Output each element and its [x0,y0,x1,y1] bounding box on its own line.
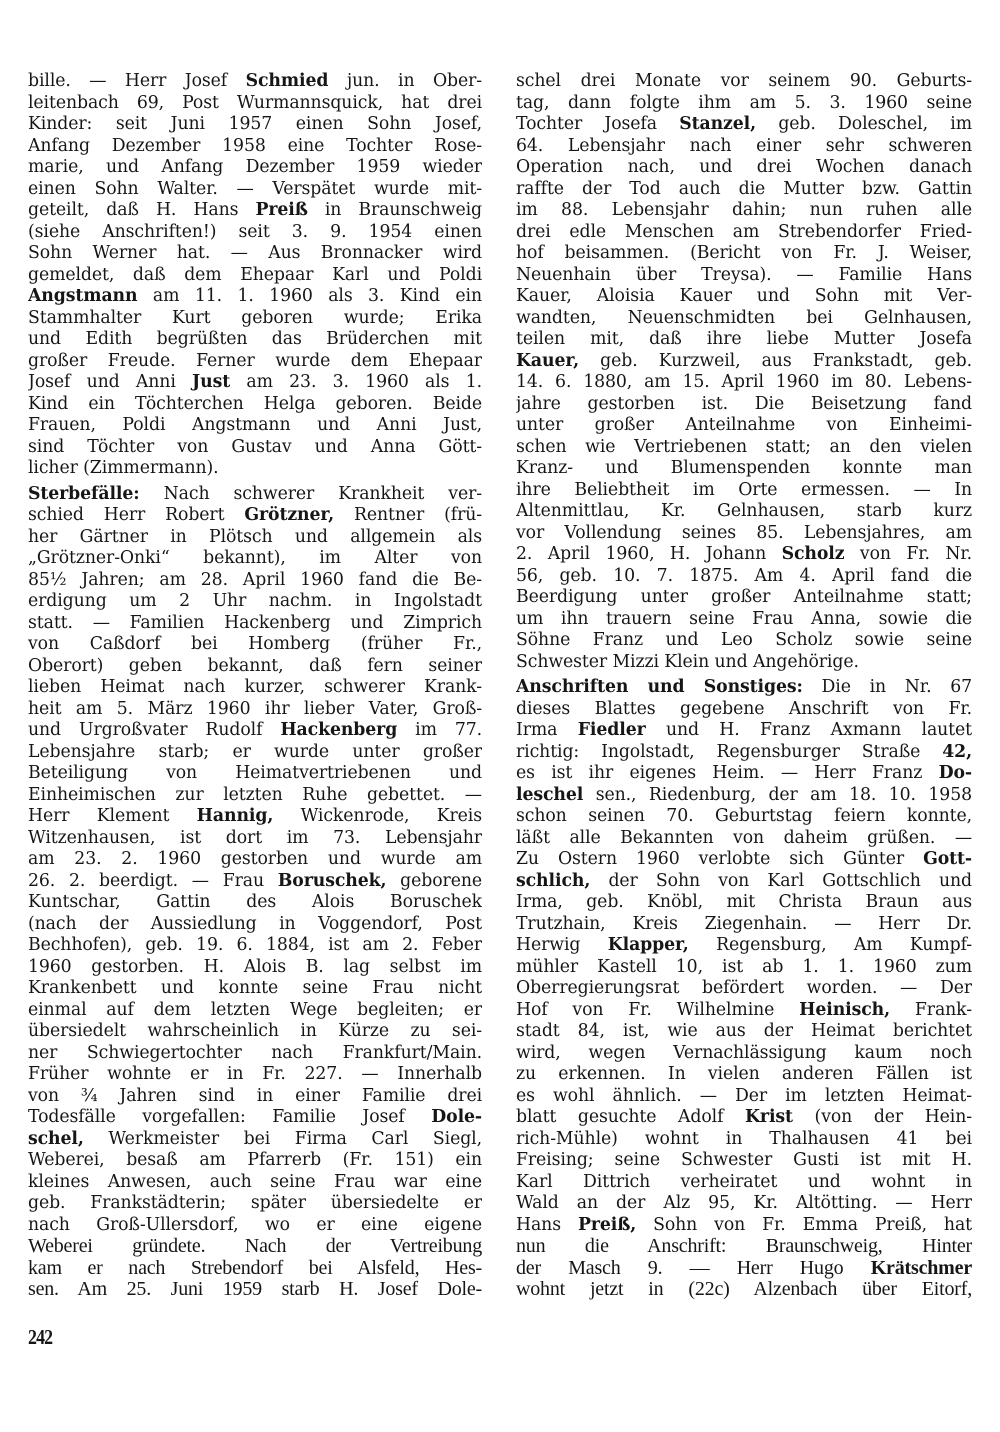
text-run: geb. Doleschel, im [756,114,972,134]
text-line [28,484,482,506]
text-line [516,157,972,179]
text-run: 85½ Jahren; am 28. April 1960 fand die Be- [28,569,482,590]
text-run: wird, wegen Vernachlässigung kaum noch [516,1042,972,1063]
text-line [516,71,972,93]
text-line [28,394,482,416]
text-line [516,200,972,222]
text-line [516,114,972,136]
text-run: Krankenbett und konnte seine Frau nicht [28,978,482,998]
text-run: 64. Lebensjahr nach einer sehr schweren [516,135,972,156]
text-run: großer Freude. Ferner wurde dem Ehepaar [28,350,482,371]
text-run: und H. Franz Axmann lautet [645,720,972,740]
text-run: wohnt jetzt in (22c) Alzenbach über Eitorf, [516,1279,972,1300]
text-line [516,93,972,115]
text-run: kleines Anwesen, auch seine Frau war eine [28,1171,482,1192]
text-line [516,286,972,308]
text-line [28,935,482,957]
text-line [516,1279,972,1301]
text-run: und Urgroßvater Rudolf [28,720,281,740]
text-line [516,523,972,545]
text-run: richtig: Ingolstadt, Regensburger Straße [516,741,943,762]
text-line [28,1107,482,1129]
bold-name: Stanzel, [679,114,757,134]
text-run: Kuntschar, Gattin des Alois Boruschek [28,892,482,912]
bold-name: Sterbefälle: [28,483,140,504]
text-line [516,1021,972,1043]
text-run: Oberort) geben bekannt, daß fern seiner [28,655,482,676]
text-line [516,1193,972,1215]
text-run: Frauen, Poldi Angstmann und Anni Just, [28,415,482,435]
text-line [516,1086,972,1108]
page-number: 242 [28,1325,53,1349]
text-line [516,394,972,416]
text-line [516,720,972,742]
text-run: ner Schwiegertochter nach Frankfurt/Main. [28,1042,482,1063]
text-line [28,1000,482,1022]
text-line [516,1215,972,1237]
text-line [28,286,482,308]
bold-name: Krist [745,1107,793,1127]
bold-name: Fiedler [577,720,646,740]
text-line [516,1000,972,1022]
text-run: 56, geb. 10. 7. 1875. Am 4. April fand die [516,565,972,586]
text-line [516,1064,972,1086]
text-line [28,265,482,287]
text-run: Beerdigung unter großer Anteilnahme statt; [516,587,972,607]
text-line [28,849,482,871]
text-run: licher (Zimmermann). [28,458,219,478]
text-run: Früher wohnte er in Fr. 227. — Innerhalb [28,1064,482,1084]
text-line [28,570,482,592]
text-run: tag, dann folgte ihm am 5. 3. 1960 seine [516,92,972,113]
text-line [516,329,972,351]
text-run: am 23. 3. 1960 als 1. [230,372,482,392]
text-run: Herr Klement [28,806,197,826]
text-line [28,114,482,136]
text-run: nun die Anschrift: Braunschweig, Hinter [516,1236,972,1257]
text-line [28,613,482,635]
text-line [28,720,482,742]
text-run: es ist ihr eigenes Heim. — Herr Franz [516,763,939,783]
text-run: Todesfälle vorgefallen: Familie Josef [28,1107,432,1127]
text-line [28,806,482,828]
text-run: Frank- [890,999,972,1020]
text-line [516,587,972,609]
bold-name: Scholz [781,544,845,564]
text-run: Werkmeister bei Firma Carl Siegl, [83,1128,482,1149]
bold-name: Angstmann [28,286,138,306]
text-line [516,1107,972,1129]
text-run: wandten, Neuenschmidten bei Gelnhausen, [516,307,972,328]
text-run: schen wie Vertriebenen statt; an den vielen [516,436,972,457]
text-run: Irma [516,720,578,740]
text-line [516,1043,972,1065]
text-run: sen., Riedenburg, der am 18. 10. 1958 [583,784,972,805]
bold-name: 42, [942,741,972,762]
text-run: zu erkennen. In vielen anderen Fällen ist [516,1064,972,1084]
text-run: „Grötzner-Onki“ bekannt), im Alter von [28,548,482,568]
text-run: 26. 2. beerdigt. — Frau [28,870,278,891]
text-line [28,1193,482,1215]
bold-name: Gott- [923,849,972,869]
text-line [28,1258,482,1280]
bold-name: Just [192,372,231,392]
text-run: (von der Hein- [792,1107,972,1127]
text-line [516,136,972,158]
text-run: marie, und Anfang Dezember 1959 wieder [28,157,482,177]
bold-name: Hackenberg [280,720,398,740]
bold-name: Grötzner, [244,505,335,525]
text-run: am 23. 2. 1960 gestorben und wurde am [28,849,482,869]
text-line [516,437,972,459]
text-line [516,978,972,1000]
text-line [28,548,482,570]
text-line [516,652,972,674]
text-run: einmal auf dem letzten Wege begleiten; er [28,999,482,1020]
text-line [516,372,972,394]
text-line [28,71,482,93]
text-line [28,157,482,179]
text-run: 1960 gestorben. H. Alois B. lag selbst im [28,956,482,977]
text-line [28,1215,482,1237]
text-line [516,806,972,828]
paragraph [516,71,972,673]
bold-name: Klapper, [607,935,689,955]
text-run: (nach der Aussiedlung in Voggendorf, Post [28,913,482,934]
text-run: Einheimischen zur letzten Ruhe gebettet. — [28,784,482,805]
text-run: im 77. [397,720,482,740]
text-run: Söhne Franz und Leo Scholz sowie seine [516,630,972,650]
bold-name: Boruschek, [277,870,387,891]
bold-name: Preiß [255,200,308,220]
text-run: geb. Frankstädterin; später übersiedelte er [28,1193,482,1213]
text-line [516,892,972,914]
text-run: der Masch 9. — Herr Hugo [516,1257,871,1279]
bold-name: Dole- [431,1107,482,1127]
text-run: der Sohn von Karl Gottschlich und [590,870,972,891]
text-run: her Gärtner in Plötsch und allgemein als [28,526,482,547]
text-line [28,1279,482,1301]
text-run: Nach schwerer Krankheit ver- [139,483,482,504]
text-line [28,505,482,527]
text-run: blatt gesuchte Adolf [516,1107,746,1127]
text-run: Neuenhain über Treysa). — Familie Hans [516,264,972,285]
text-line [516,871,972,893]
text-line [516,351,972,373]
text-run: Zu Ostern 1960 verlobte sich Günter [516,849,924,869]
text-run: in Braunschweig [307,200,482,220]
text-run: bille. — Herr Josef [28,71,246,91]
text-line [516,935,972,957]
text-run: von ¾ Jahren sind in einer Familie drei [28,1085,482,1106]
text-column-left [28,71,482,1301]
text-run: raffte der Tod auch die Mutter bzw. Gattin [516,178,972,199]
text-run: und Edith begrüßten das Brüderchen mit [28,329,482,349]
text-line [28,136,482,158]
text-line [28,763,482,785]
text-line [516,501,972,523]
text-line [516,1150,972,1172]
text-line [28,1086,482,1108]
text-line [516,265,972,287]
text-run: gemeldet, daß dem Ehepaar Karl und Poldi [28,264,482,285]
text-line [516,609,972,631]
text-run: Stammhalter Kurt geboren wurde; Erika [28,307,482,328]
text-line [28,93,482,115]
text-line [516,677,972,699]
text-run: Wald an der Alz 95, Kr. Altötting. — Herr [516,1193,972,1213]
text-run: 2. April 1960, H. Johann [516,544,782,564]
text-run: ihre Beliebtheit im Orte ermessen. — In [516,479,972,500]
text-run: sen. Am 25. Juni 1959 starb H. Josef Dole- [28,1279,482,1300]
text-line [28,1043,482,1065]
text-line [28,1236,482,1258]
text-run: schied Herr Robert [28,505,245,525]
text-line [28,978,482,1000]
text-run: hof beisammen. (Bericht von Fr. J. Weiser, [516,243,972,263]
text-line [516,828,972,850]
text-run: Trutzhain, Kreis Ziegenhain. — Herr Dr. [516,913,972,934]
text-line [28,634,482,656]
text-run: statt. — Familien Hackenberg und Zimprich [28,612,482,633]
text-run: teilen mit, daß ihre liebe Mutter Josefa [516,329,972,349]
text-run: lieben Heimat nach kurzer, schwerer Krank- [28,677,482,697]
text-run: Hof von Fr. Wilhelmine [516,999,800,1020]
bold-name: Preiß, [577,1214,637,1235]
text-line [28,656,482,678]
text-run: Operation nach, und drei Wochen danach [516,157,972,177]
text-run: Beteiligung von Heimatvertriebenen und [28,763,482,783]
text-run: rich-Mühle) wohnt in Thalhausen 41 bei [516,1128,972,1149]
text-line [516,1172,972,1194]
text-line [516,957,972,979]
text-line [516,742,972,764]
text-line [28,437,482,459]
bold-name: Heinisch, [799,999,891,1020]
text-line [28,200,482,222]
bold-name: Do- [938,763,972,783]
text-run: Regensburg, Am Kumpf- [688,935,972,955]
text-line [28,415,482,437]
text-run: Herwig [516,935,608,955]
text-run: Josef und Anni [28,372,193,392]
text-run: Tochter Josefa [516,114,680,134]
text-line [28,871,482,893]
text-line [28,329,482,351]
text-run: sind Töchter von Gustav und Anna Gött- [28,436,482,457]
bold-name: leschel [516,784,584,805]
text-run: es wohl ähnlich. — Der im letzten Heimat- [516,1085,972,1106]
text-run: schon seinen 70. Geburtstag feiern konnte, [516,806,972,826]
text-run: von Fr. Nr. [844,544,972,564]
bold-name: Anschriften und Sonstiges: [516,677,803,697]
text-line [28,1064,482,1086]
bold-name: schel, [28,1128,84,1149]
text-run: läßt alle Bekannten von daheim grüßen. — [516,827,972,848]
text-run: geb. Kurzweil, aus Frankstadt, geb. [579,350,972,371]
text-line [28,699,482,721]
paragraph [516,677,972,1301]
paragraph [28,71,482,480]
text-run: erdigung um 2 Uhr nachm. in Ingolstadt [28,591,482,611]
text-run: Weberei, besaß am Pfarrerb (Fr. 151) ein [28,1150,482,1170]
text-run: im 88. Lebensjahr dahin; nun ruhen alle [516,200,972,220]
text-line [28,1150,482,1172]
text-run: 14. 6. 1880, am 15. April 1960 im 80. Lebens- [516,372,972,392]
text-run: (siehe Anschriften!) seit 3. 9. 1954 einen [28,221,482,242]
text-run: jun. in Ober- [328,71,482,91]
text-line [516,1236,972,1258]
text-line [28,351,482,373]
text-run: leitenbach 69, Post Wurmannsquick, hat drei [28,92,482,113]
text-run: Anfang Dezember 1958 eine Tochter Rose- [28,135,482,156]
text-run: Kinder: seit Juni 1957 einen Sohn Josef, [28,114,482,134]
bold-name: Hannig, [196,806,274,826]
text-line [516,849,972,871]
text-run: Lebensjahre starb; er wurde unter großer [28,741,482,762]
text-line [28,1172,482,1194]
bold-name: Kauer, [516,350,580,371]
text-line [516,415,972,437]
bold-name: schlich, [516,870,591,891]
text-run: schel drei Monate vor seinem 90. Geburts- [516,71,972,91]
text-line [516,699,972,721]
bold-name: Krätschmer [870,1257,972,1279]
text-line [516,458,972,480]
text-column-right [516,71,972,1301]
text-line [516,914,972,936]
text-run: Rentner (frü- [334,505,482,525]
text-run: Altenmittlau, Kr. Gelnhausen, starb kurz [516,501,972,521]
text-run: dieses Blattes gegebene Anschrift von Fr. [516,698,972,719]
text-run: Hans [516,1214,578,1235]
text-line [28,677,482,699]
text-run: Sohn von Fr. Emma Preiß, hat [636,1214,972,1235]
text-run: stadt 84, ist, wie aus der Heimat berichtet [516,1021,972,1041]
text-run: Kauer, Aloisia Kauer und Sohn mit Ver- [516,286,972,306]
text-run: Freising; seine Schwester Gusti ist mit H. [516,1150,972,1170]
text-run: heit am 5. März 1960 ihr lieber Vater, Groß- [28,698,482,719]
text-run: von Caßdorf bei Homberg (früher Fr., [28,634,482,654]
text-run: mühler Kastell 10, ist ab 1. 1. 1960 zum [516,956,972,977]
text-run: Bechhofen), geb. 19. 6. 1884, ist am 2. Feber [28,935,482,955]
text-line [28,591,482,613]
text-line [28,957,482,979]
text-line [516,566,972,588]
text-line [516,1258,972,1280]
text-run: Karl Dittrich verheiratet und wohnt in [516,1171,972,1192]
text-line [28,222,482,244]
text-run: am 11. 1. 1960 als 3. Kind ein [137,286,482,306]
text-run: Kind ein Töchterchen Helga geboren. Beide [28,393,482,414]
text-line [28,1129,482,1151]
text-line [28,914,482,936]
text-line [28,828,482,850]
text-run: geborene [386,870,482,891]
text-line [28,458,482,480]
text-line [516,222,972,244]
text-line [28,243,482,265]
bold-name: Schmied [245,71,329,91]
text-line [28,785,482,807]
text-line [516,544,972,566]
text-line [516,179,972,201]
text-run: unter großer Anteilnahme von Einheimi- [516,415,972,435]
text-run: drei edle Menschen am Strebendorfer Fried- [516,221,972,242]
text-line [516,308,972,330]
text-line [516,243,972,265]
text-line [28,527,482,549]
text-line [516,630,972,652]
text-run: Wickenrode, Kreis [273,806,482,826]
text-run: Oberregierungsrat befördert worden. — Der [516,978,972,998]
text-run: Sohn Werner hat. — Aus Bronnacker wird [28,243,482,263]
text-line [28,742,482,764]
text-run: kam er nach Strebendorf bei Alsfeld, Hes- [28,1257,482,1279]
text-run: Witzenhausen, ist dort im 73. Lebensjahr [28,827,482,848]
text-run: Die in Nr. 67 [802,677,972,697]
text-line [516,785,972,807]
paragraph [28,484,482,1301]
text-line [516,1129,972,1151]
text-run: Schwester Mizzi Klein und Angehörige. [516,651,859,672]
text-run: Weberei gründete. Nach der Vertreibung [28,1236,482,1257]
text-run: einen Sohn Walter. — Verspätet wurde mit- [28,178,482,199]
text-run: Irma, geb. Knöbl, mit Christa Braun aus [516,892,972,912]
text-run: um ihn trauern seine Frau Anna, sowie die [516,608,972,629]
text-run: nach Groß-Ullersdorf, wo er eine eigene [28,1214,482,1235]
text-line [516,763,972,785]
text-line [516,480,972,502]
text-line [28,308,482,330]
text-run: jahre gestorben ist. Die Beisetzung fand [516,393,972,414]
text-run: übersiedelt wahrscheinlich in Kürze zu sei- [28,1021,482,1041]
text-run: geteilt, daß H. Hans [28,200,256,220]
text-run: Kranz- und Blumenspenden konnte man [516,458,972,478]
text-line [28,179,482,201]
text-line [28,372,482,394]
text-run: vor Vollendung seines 85. Lebensjahres, am [516,522,972,543]
text-line [28,1021,482,1043]
text-line [28,892,482,914]
